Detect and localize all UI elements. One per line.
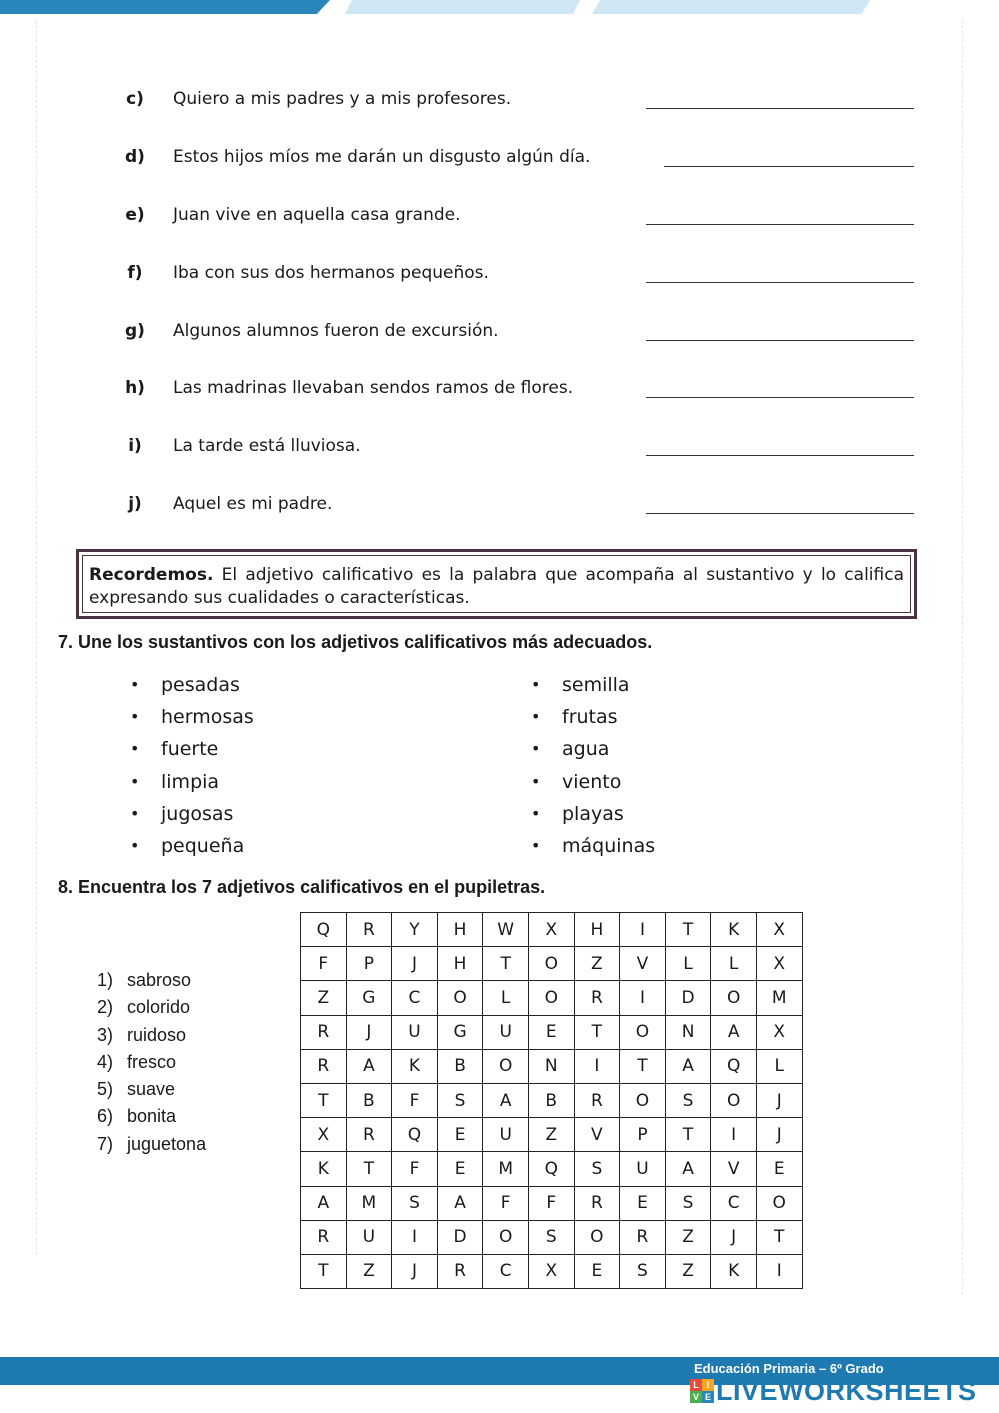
bullet-icon: • bbox=[531, 675, 541, 694]
grid-cell[interactable]: J bbox=[756, 1118, 802, 1152]
grid-cell[interactable]: T bbox=[756, 1220, 802, 1254]
exercise-item bbox=[0, 202, 999, 232]
noun: viento bbox=[562, 770, 622, 793]
grid-cell[interactable]: Q bbox=[301, 913, 347, 947]
grid-cell[interactable]: S bbox=[665, 1083, 711, 1117]
exercise-item bbox=[0, 318, 999, 348]
grid-cell[interactable]: B bbox=[346, 1083, 392, 1117]
logo-letter: I bbox=[702, 1379, 714, 1391]
grid-cell[interactable]: F bbox=[392, 1083, 438, 1117]
list-item[interactable] bbox=[531, 738, 655, 770]
noun: agua bbox=[562, 738, 610, 761]
exercise-item bbox=[0, 144, 999, 174]
item-sentence: Juan vive en aquella casa grande. bbox=[173, 205, 461, 225]
exercise-item bbox=[0, 433, 999, 463]
bullet-icon: • bbox=[130, 739, 140, 759]
grid-cell[interactable]: A bbox=[346, 1049, 392, 1083]
list-item[interactable] bbox=[130, 738, 254, 770]
grid-cell[interactable]: A bbox=[301, 1186, 347, 1220]
grid-cell[interactable]: U bbox=[346, 1220, 392, 1254]
exercise-item bbox=[0, 260, 999, 290]
grid-cell[interactable]: A bbox=[437, 1186, 483, 1220]
grid-cell[interactable]: I bbox=[620, 913, 666, 947]
word-search-grid bbox=[300, 912, 803, 1289]
noun: máquinas bbox=[562, 834, 656, 857]
grid-cell[interactable]: O bbox=[528, 981, 574, 1015]
item-letter: d) bbox=[125, 147, 145, 167]
answer-line[interactable] bbox=[646, 224, 914, 225]
grid-row bbox=[301, 1254, 803, 1288]
answer-line[interactable] bbox=[646, 455, 914, 456]
item-sentence: Aquel es mi padre. bbox=[173, 494, 333, 514]
word: sabroso bbox=[127, 970, 192, 990]
grid-cell[interactable]: X bbox=[528, 1254, 574, 1288]
grid-cell[interactable]: H bbox=[574, 913, 620, 947]
grid-cell[interactable]: X bbox=[756, 947, 802, 981]
grid-cell[interactable]: X bbox=[528, 913, 574, 947]
exercise-item bbox=[0, 86, 999, 116]
grid-row bbox=[301, 1186, 803, 1220]
grid-cell[interactable]: S bbox=[437, 1083, 483, 1117]
item-letter: i) bbox=[128, 436, 142, 456]
answer-line[interactable] bbox=[646, 513, 914, 514]
bullet-icon: • bbox=[130, 803, 140, 823]
grid-cell[interactable]: T bbox=[483, 947, 529, 981]
item-sentence: Estos hijos míos me darán un disgusto algún día. bbox=[173, 147, 591, 167]
grid-cell[interactable]: R bbox=[346, 1118, 392, 1152]
exercise-7-adjectives bbox=[130, 674, 254, 867]
logo-letter: L bbox=[690, 1379, 702, 1391]
grid-cell[interactable]: C bbox=[392, 981, 438, 1015]
grid-cell[interactable]: X bbox=[756, 1015, 802, 1049]
grid-cell[interactable]: N bbox=[528, 1049, 574, 1083]
recordemos-label: Recordemos. bbox=[89, 565, 214, 585]
list-item[interactable] bbox=[130, 835, 254, 867]
list-item bbox=[97, 1104, 206, 1131]
grid-cell[interactable]: R bbox=[574, 1083, 620, 1117]
grid-cell[interactable]: T bbox=[301, 1254, 347, 1288]
grid-cell[interactable]: U bbox=[483, 1118, 529, 1152]
grid-cell[interactable]: X bbox=[301, 1118, 347, 1152]
grid-cell[interactable]: U bbox=[620, 1152, 666, 1186]
list-item bbox=[97, 1132, 206, 1159]
grid-cell[interactable]: R bbox=[574, 1186, 620, 1220]
word-number: 7) bbox=[97, 1133, 114, 1154]
grid-cell[interactable]: O bbox=[711, 981, 757, 1015]
grid-cell[interactable]: D bbox=[665, 981, 711, 1015]
grid-cell[interactable]: Q bbox=[392, 1118, 438, 1152]
grid-cell[interactable]: F bbox=[483, 1186, 529, 1220]
answer-line[interactable] bbox=[646, 108, 914, 109]
noun: frutas bbox=[562, 706, 618, 729]
grid-cell[interactable]: R bbox=[346, 913, 392, 947]
word: colorido bbox=[127, 997, 191, 1018]
grid-cell[interactable]: V bbox=[711, 1152, 757, 1186]
grid-cell[interactable]: F bbox=[301, 947, 347, 981]
grid-cell[interactable]: O bbox=[483, 1049, 529, 1083]
grid-cell[interactable]: J bbox=[711, 1220, 757, 1254]
liveworksheets-logo[interactable] bbox=[690, 1376, 977, 1406]
band-segment-dark bbox=[0, 0, 330, 14]
item-sentence: La tarde está lluviosa. bbox=[173, 436, 361, 456]
exercise-item bbox=[0, 491, 999, 521]
footer-subtitle: Educación Primaria – 6º Grado bbox=[694, 1361, 884, 1376]
grid-cell[interactable]: Q bbox=[711, 1049, 757, 1083]
grid-cell[interactable]: J bbox=[756, 1083, 802, 1117]
grid-cell[interactable]: C bbox=[483, 1254, 529, 1288]
grid-cell[interactable]: D bbox=[437, 1220, 483, 1254]
bullet-icon: • bbox=[130, 771, 140, 791]
grid-cell[interactable]: L bbox=[483, 981, 529, 1015]
grid-cell[interactable]: Z bbox=[665, 1220, 711, 1254]
list-item[interactable] bbox=[130, 771, 254, 803]
grid-cell[interactable]: E bbox=[574, 1254, 620, 1288]
grid-cell[interactable]: E bbox=[437, 1118, 483, 1152]
adjective: pesadas bbox=[161, 674, 240, 696]
exercise-7-nouns bbox=[531, 674, 655, 867]
band-segment-light bbox=[345, 0, 580, 14]
grid-cell[interactable]: O bbox=[620, 1083, 666, 1117]
bullet-icon: • bbox=[531, 739, 541, 759]
grid-cell[interactable]: T bbox=[665, 1118, 711, 1152]
grid-cell[interactable]: R bbox=[574, 981, 620, 1015]
grid-cell[interactable]: U bbox=[483, 1015, 529, 1049]
adjective: limpia bbox=[161, 770, 220, 793]
list-item[interactable] bbox=[531, 674, 655, 706]
grid-cell[interactable]: A bbox=[483, 1083, 529, 1117]
grid-cell[interactable]: M bbox=[483, 1152, 529, 1186]
recordemos-box bbox=[76, 549, 917, 619]
list-item[interactable] bbox=[531, 771, 655, 803]
grid-cell[interactable]: O bbox=[437, 981, 483, 1015]
exercise-7-title: 7. Une los sustantivos con los adjetivos calificativos más adecuados. bbox=[58, 632, 653, 652]
recordemos-text: El adjetivo calificativo es la palabra que acompaña al sustantivo y lo califica expresando sus cualidades o características. bbox=[89, 565, 904, 608]
grid-cell[interactable]: G bbox=[437, 1015, 483, 1049]
grid-cell[interactable]: K bbox=[711, 1254, 757, 1288]
grid-cell[interactable]: K bbox=[392, 1049, 438, 1083]
grid-cell[interactable]: L bbox=[756, 1049, 802, 1083]
item-letter: e) bbox=[125, 205, 145, 225]
word-number: 5) bbox=[97, 1079, 114, 1100]
answer-line[interactable] bbox=[646, 340, 914, 341]
exercise-item bbox=[0, 375, 999, 405]
grid-cell[interactable]: I bbox=[756, 1254, 802, 1288]
grid-cell[interactable]: K bbox=[711, 913, 757, 947]
bullet-icon: • bbox=[531, 707, 541, 727]
adjective: pequeña bbox=[161, 834, 245, 857]
grid-cell[interactable]: P bbox=[346, 947, 392, 981]
grid-cell[interactable]: Q bbox=[528, 1152, 574, 1186]
grid-cell[interactable]: Z bbox=[574, 947, 620, 981]
answer-line[interactable] bbox=[664, 166, 914, 167]
noun: playas bbox=[562, 802, 624, 825]
grid-cell[interactable]: S bbox=[574, 1152, 620, 1186]
logo-letter: V bbox=[690, 1391, 702, 1403]
grid-cell[interactable]: G bbox=[346, 981, 392, 1015]
grid-cell[interactable]: O bbox=[620, 1015, 666, 1049]
grid-row bbox=[301, 947, 803, 981]
word: suave bbox=[127, 1079, 176, 1100]
grid-cell[interactable]: T bbox=[301, 1083, 347, 1117]
bullet-icon: • bbox=[130, 835, 140, 855]
list-item[interactable] bbox=[130, 803, 254, 835]
item-letter: j) bbox=[128, 494, 142, 514]
adjective: hermosas bbox=[161, 706, 254, 729]
grid-cell[interactable]: R bbox=[620, 1220, 666, 1254]
grid-cell[interactable]: M bbox=[346, 1186, 392, 1220]
word-number: 6) bbox=[97, 1106, 114, 1127]
grid-cell[interactable]: X bbox=[756, 913, 802, 947]
grid-cell[interactable]: F bbox=[528, 1186, 574, 1220]
grid-cell[interactable]: V bbox=[620, 947, 666, 981]
grid-cell[interactable]: E bbox=[620, 1186, 666, 1220]
bullet-icon: • bbox=[130, 707, 140, 727]
grid-cell[interactable]: Z bbox=[346, 1254, 392, 1288]
grid-cell[interactable]: H bbox=[437, 913, 483, 947]
list-item bbox=[97, 968, 206, 995]
grid-cell[interactable]: K bbox=[301, 1152, 347, 1186]
grid-cell[interactable]: H bbox=[437, 947, 483, 981]
grid-cell[interactable]: T bbox=[346, 1152, 392, 1186]
grid-cell[interactable]: S bbox=[620, 1254, 666, 1288]
list-item[interactable] bbox=[531, 803, 655, 835]
word: ruidoso bbox=[127, 1024, 187, 1045]
recordemos-content bbox=[82, 555, 911, 613]
grid-cell[interactable]: C bbox=[711, 1186, 757, 1220]
word-number: 3) bbox=[97, 1024, 114, 1045]
grid-row bbox=[301, 1015, 803, 1049]
grid-cell[interactable]: V bbox=[574, 1118, 620, 1152]
adjective: fuerte bbox=[161, 738, 219, 761]
word-number: 2) bbox=[97, 997, 114, 1018]
grid-row bbox=[301, 913, 803, 947]
list-item[interactable] bbox=[130, 706, 254, 738]
grid-cell[interactable]: O bbox=[711, 1083, 757, 1117]
liveworksheets-logo-icon bbox=[690, 1379, 714, 1403]
list-item bbox=[97, 1023, 206, 1050]
grid-cell[interactable]: S bbox=[665, 1186, 711, 1220]
grid-cell[interactable]: E bbox=[528, 1015, 574, 1049]
list-item[interactable] bbox=[130, 674, 254, 706]
word-number: 1) bbox=[97, 970, 114, 990]
grid-cell[interactable]: T bbox=[620, 1049, 666, 1083]
grid-cell[interactable]: A bbox=[665, 1152, 711, 1186]
grid-cell[interactable]: Z bbox=[301, 981, 347, 1015]
noun: semilla bbox=[562, 674, 630, 696]
list-item bbox=[97, 1077, 206, 1104]
grid-cell[interactable]: P bbox=[620, 1118, 666, 1152]
grid-cell[interactable]: B bbox=[437, 1049, 483, 1083]
bullet-icon: • bbox=[531, 771, 541, 791]
grid-cell[interactable]: E bbox=[437, 1152, 483, 1186]
grid-cell[interactable]: T bbox=[574, 1015, 620, 1049]
grid-cell[interactable]: T bbox=[665, 913, 711, 947]
grid-cell[interactable]: L bbox=[711, 947, 757, 981]
logo-letter: E bbox=[702, 1391, 714, 1403]
grid-cell[interactable]: M bbox=[756, 981, 802, 1015]
grid-cell[interactable]: E bbox=[756, 1152, 802, 1186]
grid-cell[interactable]: I bbox=[392, 1220, 438, 1254]
exercise-8-title: 8. Encuentra los 7 adjetivos calificativos en el pupiletras. bbox=[58, 877, 546, 897]
grid-cell[interactable]: Y bbox=[392, 913, 438, 947]
item-sentence: Iba con sus dos hermanos pequeños. bbox=[173, 263, 489, 283]
grid-row bbox=[301, 1049, 803, 1083]
band-segment-light bbox=[592, 0, 870, 14]
grid-cell[interactable]: A bbox=[711, 1015, 757, 1049]
answer-line[interactable] bbox=[646, 397, 914, 398]
grid-cell[interactable]: L bbox=[665, 947, 711, 981]
item-sentence: Quiero a mis padres y a mis profesores. bbox=[173, 89, 512, 109]
grid-row bbox=[301, 1220, 803, 1254]
grid-cell[interactable]: Z bbox=[665, 1254, 711, 1288]
answer-line[interactable] bbox=[646, 282, 914, 283]
word: juguetona bbox=[127, 1133, 207, 1154]
item-letter: h) bbox=[125, 378, 145, 398]
grid-cell[interactable]: S bbox=[528, 1220, 574, 1254]
grid-cell[interactable]: J bbox=[392, 1254, 438, 1288]
grid-row bbox=[301, 1083, 803, 1117]
grid-cell[interactable]: A bbox=[665, 1049, 711, 1083]
grid-cell[interactable]: I bbox=[620, 981, 666, 1015]
grid-cell[interactable]: U bbox=[392, 1015, 438, 1049]
word: bonita bbox=[127, 1106, 177, 1127]
liveworksheets-brand: LIVEWORKSHEETS bbox=[716, 1376, 977, 1406]
grid-cell[interactable]: R bbox=[437, 1254, 483, 1288]
grid-row bbox=[301, 1118, 803, 1152]
item-sentence: Las madrinas llevaban sendos ramos de flores. bbox=[173, 378, 574, 398]
grid-cell[interactable]: N bbox=[665, 1015, 711, 1049]
grid-cell[interactable]: Z bbox=[528, 1118, 574, 1152]
bullet-icon: • bbox=[531, 803, 541, 823]
word: fresco bbox=[127, 1051, 177, 1072]
list-item[interactable] bbox=[531, 706, 655, 738]
grid-cell[interactable]: O bbox=[483, 1220, 529, 1254]
list-item[interactable] bbox=[531, 835, 655, 867]
grid-cell[interactable]: S bbox=[392, 1186, 438, 1220]
adjective: jugosas bbox=[161, 802, 234, 825]
grid-cell[interactable]: R bbox=[301, 1049, 347, 1083]
list-item bbox=[97, 995, 206, 1022]
grid-cell[interactable]: F bbox=[392, 1152, 438, 1186]
grid-cell[interactable]: R bbox=[301, 1220, 347, 1254]
bullet-icon: • bbox=[531, 835, 541, 855]
grid-cell[interactable]: O bbox=[756, 1186, 802, 1220]
grid-cell[interactable]: W bbox=[483, 913, 529, 947]
grid-row bbox=[301, 1152, 803, 1186]
grid-row bbox=[301, 981, 803, 1015]
top-decorative-band bbox=[0, 0, 999, 14]
grid-cell[interactable]: B bbox=[528, 1083, 574, 1117]
word-list bbox=[97, 968, 206, 1159]
word-number: 4) bbox=[97, 1051, 114, 1072]
bullet-icon: • bbox=[130, 675, 140, 694]
grid-cell[interactable]: I bbox=[574, 1049, 620, 1083]
grid-cell[interactable]: O bbox=[528, 947, 574, 981]
item-letter: g) bbox=[125, 321, 145, 341]
grid-cell[interactable]: I bbox=[711, 1118, 757, 1152]
item-letter: f) bbox=[127, 263, 143, 283]
list-item bbox=[97, 1050, 206, 1077]
item-letter: c) bbox=[126, 89, 144, 109]
grid-cell[interactable]: J bbox=[392, 947, 438, 981]
grid-cell[interactable]: O bbox=[574, 1220, 620, 1254]
grid-cell[interactable]: J bbox=[346, 1015, 392, 1049]
item-sentence: Algunos alumnos fueron de excursión. bbox=[173, 321, 499, 341]
grid-cell[interactable]: R bbox=[301, 1015, 347, 1049]
